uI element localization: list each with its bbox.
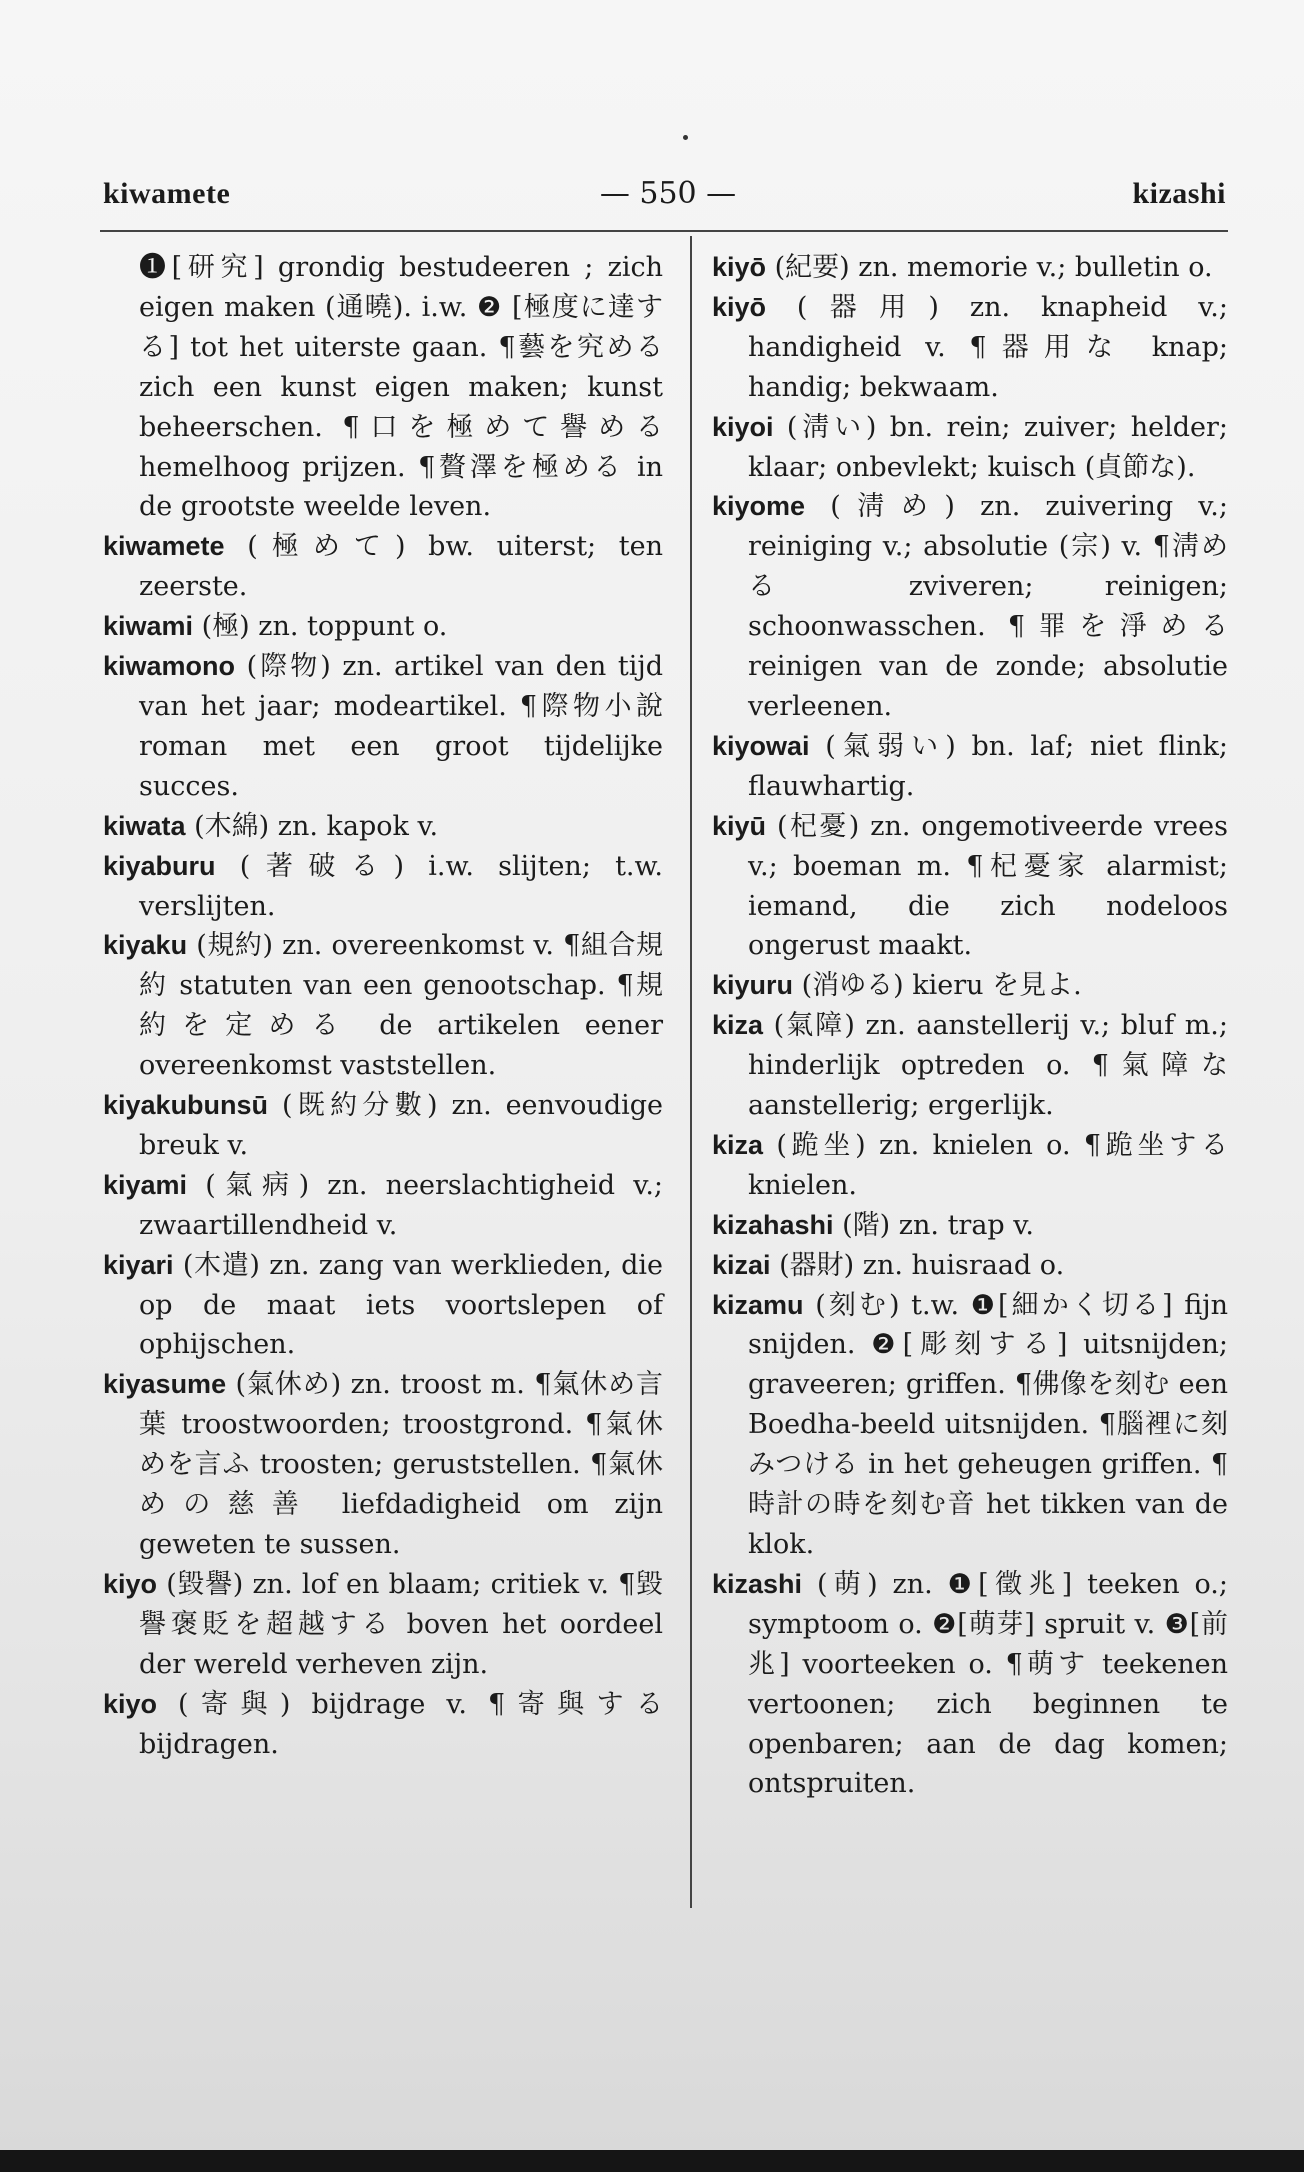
entry-headword: kiyuru	[712, 970, 794, 1001]
entry-headword: kiyowai	[712, 730, 810, 761]
entry-text: (消ゆる) kieru を見よ.	[793, 970, 1082, 1002]
entry-text: (既約分數) zn. eenvoudige breuk v.	[139, 1090, 663, 1161]
entry-headword: kiyaku	[103, 930, 188, 961]
dictionary-entry	[712, 727, 1228, 807]
dictionary-entry	[712, 1565, 1228, 1804]
entry-headword: kiyo	[103, 1568, 158, 1599]
dictionary-entry	[712, 1246, 1228, 1286]
entry-headword: kizamu	[712, 1289, 804, 1320]
dictionary-entry	[712, 807, 1228, 967]
entry-text: (規約) zn. overeenkomst v. ¶組合規約 statuten van een genootschap. ¶規約を定める de artikelen eener overeenkomst vaststellen.	[139, 930, 663, 1082]
entry-headword: kizashi	[712, 1568, 803, 1599]
dictionary-entry	[103, 807, 663, 847]
entry-text: (紀要) zn. memorie v.; bulletin o.	[766, 252, 1213, 283]
entry-text: (氣弱い) bn. laf; niet flink; flauwhartig.	[748, 730, 1228, 802]
dictionary-entry	[103, 607, 663, 647]
entry-headword: kiyakubunsū	[103, 1090, 269, 1121]
dictionary-entry	[712, 1006, 1228, 1126]
entry-headword: kiyū	[712, 810, 767, 841]
entry-text: (杞憂) zn. ongemotiveerde vrees v.; boeman m. ¶杞憂家 alarmist; iemand, die zich nodeloos ongerust maakt.	[748, 810, 1228, 962]
entry-text: ❶[研究] grondig bestudeeren ; zich eigen maken (通曉). i.w. ❷ [極度に達する] tot het uiterste gaan. ¶藝を究める zich een kunst eigen maken; kunst beheerschen. ¶口を極めて譽める hemelhoog prijzen. ¶贅澤を極める in de grootste weelde leven.	[139, 252, 663, 523]
entry-headword: kiwamete	[103, 531, 225, 562]
dictionary-entry	[103, 527, 663, 607]
entry-text: (木綿) zn. kapok v.	[185, 810, 439, 842]
left-column	[103, 248, 663, 1764]
entry-headword: kiwata	[103, 810, 186, 841]
entry-headword: kiwamono	[103, 651, 236, 682]
dictionary-entry	[103, 1685, 663, 1765]
entry-text: (階) zn. trap v.	[833, 1209, 1034, 1241]
scan-edge-shadow	[0, 2150, 1304, 2172]
entry-headword: kizai	[712, 1249, 771, 1280]
entry-text: (著破る) i.w. slijten; t.w. verslijten.	[139, 850, 663, 922]
entry-headword: kiyoi	[712, 411, 774, 442]
entry-text: (極めて) bw. uiterst; ten zeerste.	[139, 531, 663, 603]
right-guideword: kizashi	[1132, 177, 1226, 210]
entry-headword: kiyome	[712, 491, 806, 522]
page-number: — 550 —	[599, 176, 737, 211]
entry-headword: kiza	[712, 1129, 764, 1160]
entry-text: (萌) zn. ❶[徵兆] teeken o.; symptoom o. ❷[萌芽] spruit v. ❸[前兆] voorteeken o. ¶萌す teekenen vertoonen; zich beginnen te openbaren; aan de dag komen; ontspruiten.	[748, 1568, 1228, 1800]
dictionary-entry	[712, 1206, 1228, 1246]
entry-text: (際物) zn. artikel van den tijd van het jaar; modeartikel. ¶際物小說 roman met een groot tijdelijke succes.	[139, 651, 663, 802]
entry-headword: kizahashi	[712, 1209, 834, 1240]
entry-text: (極) zn. toppunt o.	[193, 611, 448, 643]
entry-headword: kiyō	[712, 252, 767, 282]
entry-headword: kiza	[712, 1010, 764, 1041]
column-divider	[690, 236, 692, 1908]
dictionary-entry	[712, 487, 1228, 726]
entry-headword: kiyami	[103, 1169, 188, 1200]
left-guideword: kiwamete	[103, 177, 231, 210]
dictionary-entry	[712, 1286, 1228, 1565]
print-speck	[683, 135, 688, 140]
dictionary-entry	[712, 288, 1228, 408]
entry-text: (淸め) zn. zuivering v.; reiniging v.; absolutie (宗) v. ¶淸める zviveren; reinigen; schoonwasschen. ¶罪を淨める reinigen van de zonde; absolutie verleenen.	[748, 491, 1228, 722]
entry-text: (刻む) t.w. ❶[細かく切る] fijn snijden. ❷[彫刻する] uitsnijden; graveeren; griffen. ¶佛像を刻む een Boedha-beeld uitsnijden. ¶腦裡に刻みつける in het geheugen griffen. ¶時計の時を刻む音 het tikken van de klok.	[748, 1289, 1228, 1560]
dictionary-entry	[712, 248, 1228, 288]
dictionary-entry	[103, 1365, 663, 1565]
dictionary-entry	[103, 926, 663, 1086]
entry-headword: kiyari	[103, 1249, 174, 1280]
entry-text: (跪坐) zn. knielen o. ¶跪坐する knielen.	[748, 1129, 1228, 1201]
dictionary-entry	[103, 248, 663, 527]
entry-headword: kiyaburu	[103, 850, 216, 881]
dictionary-entry	[712, 966, 1228, 1006]
dictionary-entry	[103, 1246, 663, 1366]
dictionary-entry	[712, 1126, 1228, 1206]
right-column	[712, 248, 1228, 1804]
dictionary-entry	[712, 408, 1228, 488]
entry-text: (毀譽) zn. lof en blaam; critiek v. ¶毀譽褒貶を超越する boven het oordeel der wereld verheven zijn.	[139, 1568, 663, 1680]
dictionary-entry	[103, 1086, 663, 1166]
dictionary-entry	[103, 847, 663, 927]
dictionary-entry	[103, 1565, 663, 1685]
entry-text: (器用) zn. knapheid v.; handigheid v. ¶器用な knap; handig; bekwaam.	[748, 291, 1228, 403]
entry-headword: kiyo	[103, 1688, 158, 1719]
entry-headword: kiyasume	[103, 1369, 227, 1400]
entry-text: (木遣) zn. zang van werklieden, die op de maat iets voortslepen of ophijschen.	[139, 1249, 663, 1361]
header-rule	[100, 230, 1228, 232]
entry-text: (寄與) bijdrage v. ¶寄與する bijdragen.	[139, 1688, 663, 1760]
entry-text: (氣病) zn. neerslachtigheid v.; zwaartillendheid v.	[139, 1169, 663, 1241]
entry-text: (淸い) bn. rein; zuiver; helder; klaar; onbevlekt; kuisch (貞節な).	[748, 411, 1228, 483]
dictionary-entry	[103, 647, 663, 807]
entry-headword: kiyō	[712, 291, 767, 322]
dictionary-entry	[103, 1166, 663, 1246]
entry-text: (氣休め) zn. troost m. ¶氣休め言葉 troostwoorden; troostgrond. ¶氣休めを言ふ troosten; geruststellen. ¶氣休めの慈善 liefdadigheid om zijn geweten te sussen.	[139, 1369, 663, 1560]
entry-headword: kiwami	[103, 611, 194, 642]
entry-text: (氣障) zn. aanstellerij v.; bluf m.; hinderlijk optreden o. ¶氣障な aanstellerig; ergerlijk.	[748, 1010, 1228, 1122]
entry-text: (器財) zn. huisraad o.	[770, 1249, 1065, 1281]
